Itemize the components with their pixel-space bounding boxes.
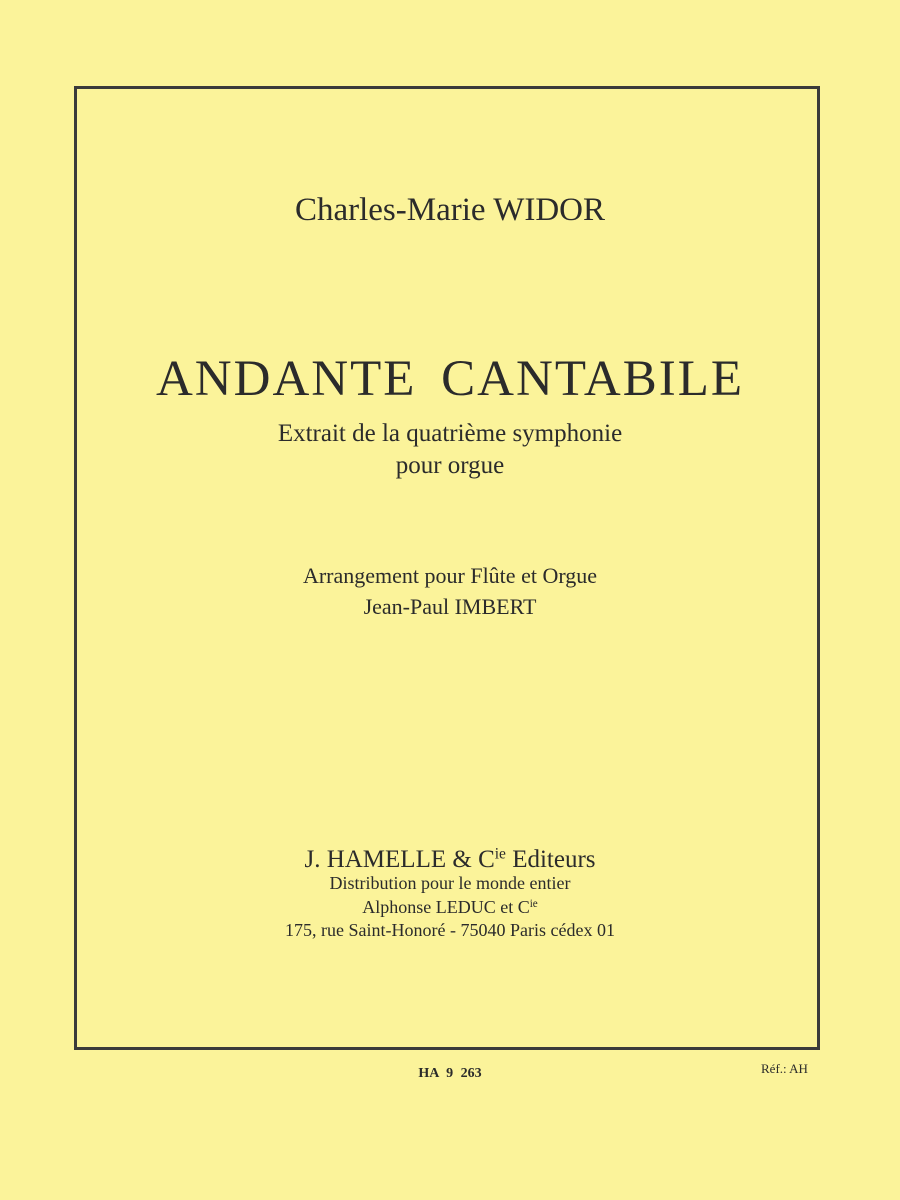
work-title: ANDANTE CANTABILE <box>155 351 745 407</box>
publisher-name <box>0 846 900 874</box>
distributor-name-main: Alphonse LEDUC et C <box>362 897 530 917</box>
publisher-name-superscript: ie <box>494 845 506 863</box>
catalog-number: HA 9 263 <box>418 1066 482 1081</box>
composer-name: Charles-Marie WIDOR <box>294 192 606 228</box>
publisher-name-suffix: Editeurs <box>505 846 596 873</box>
arrangement-description: Arrangement pour Flûte et Orgue <box>302 563 598 588</box>
work-subtitle-line1: Extrait de la quatrième symphonie <box>277 420 623 447</box>
distributor-name <box>0 897 900 918</box>
publisher-distribution: Distribution pour le monde entier <box>329 873 571 893</box>
publisher-name-main: J. HAMELLE & C <box>304 846 495 873</box>
publisher-address: 175, rue Saint-Honoré - 75040 Paris cédex 01 <box>285 920 615 940</box>
work-subtitle-line2: pour orgue <box>395 452 505 479</box>
arranger-name: Jean-Paul IMBERT <box>363 594 537 619</box>
reference-code: Réf.: AH <box>761 1061 808 1076</box>
distributor-name-superscript: ie <box>529 897 538 910</box>
